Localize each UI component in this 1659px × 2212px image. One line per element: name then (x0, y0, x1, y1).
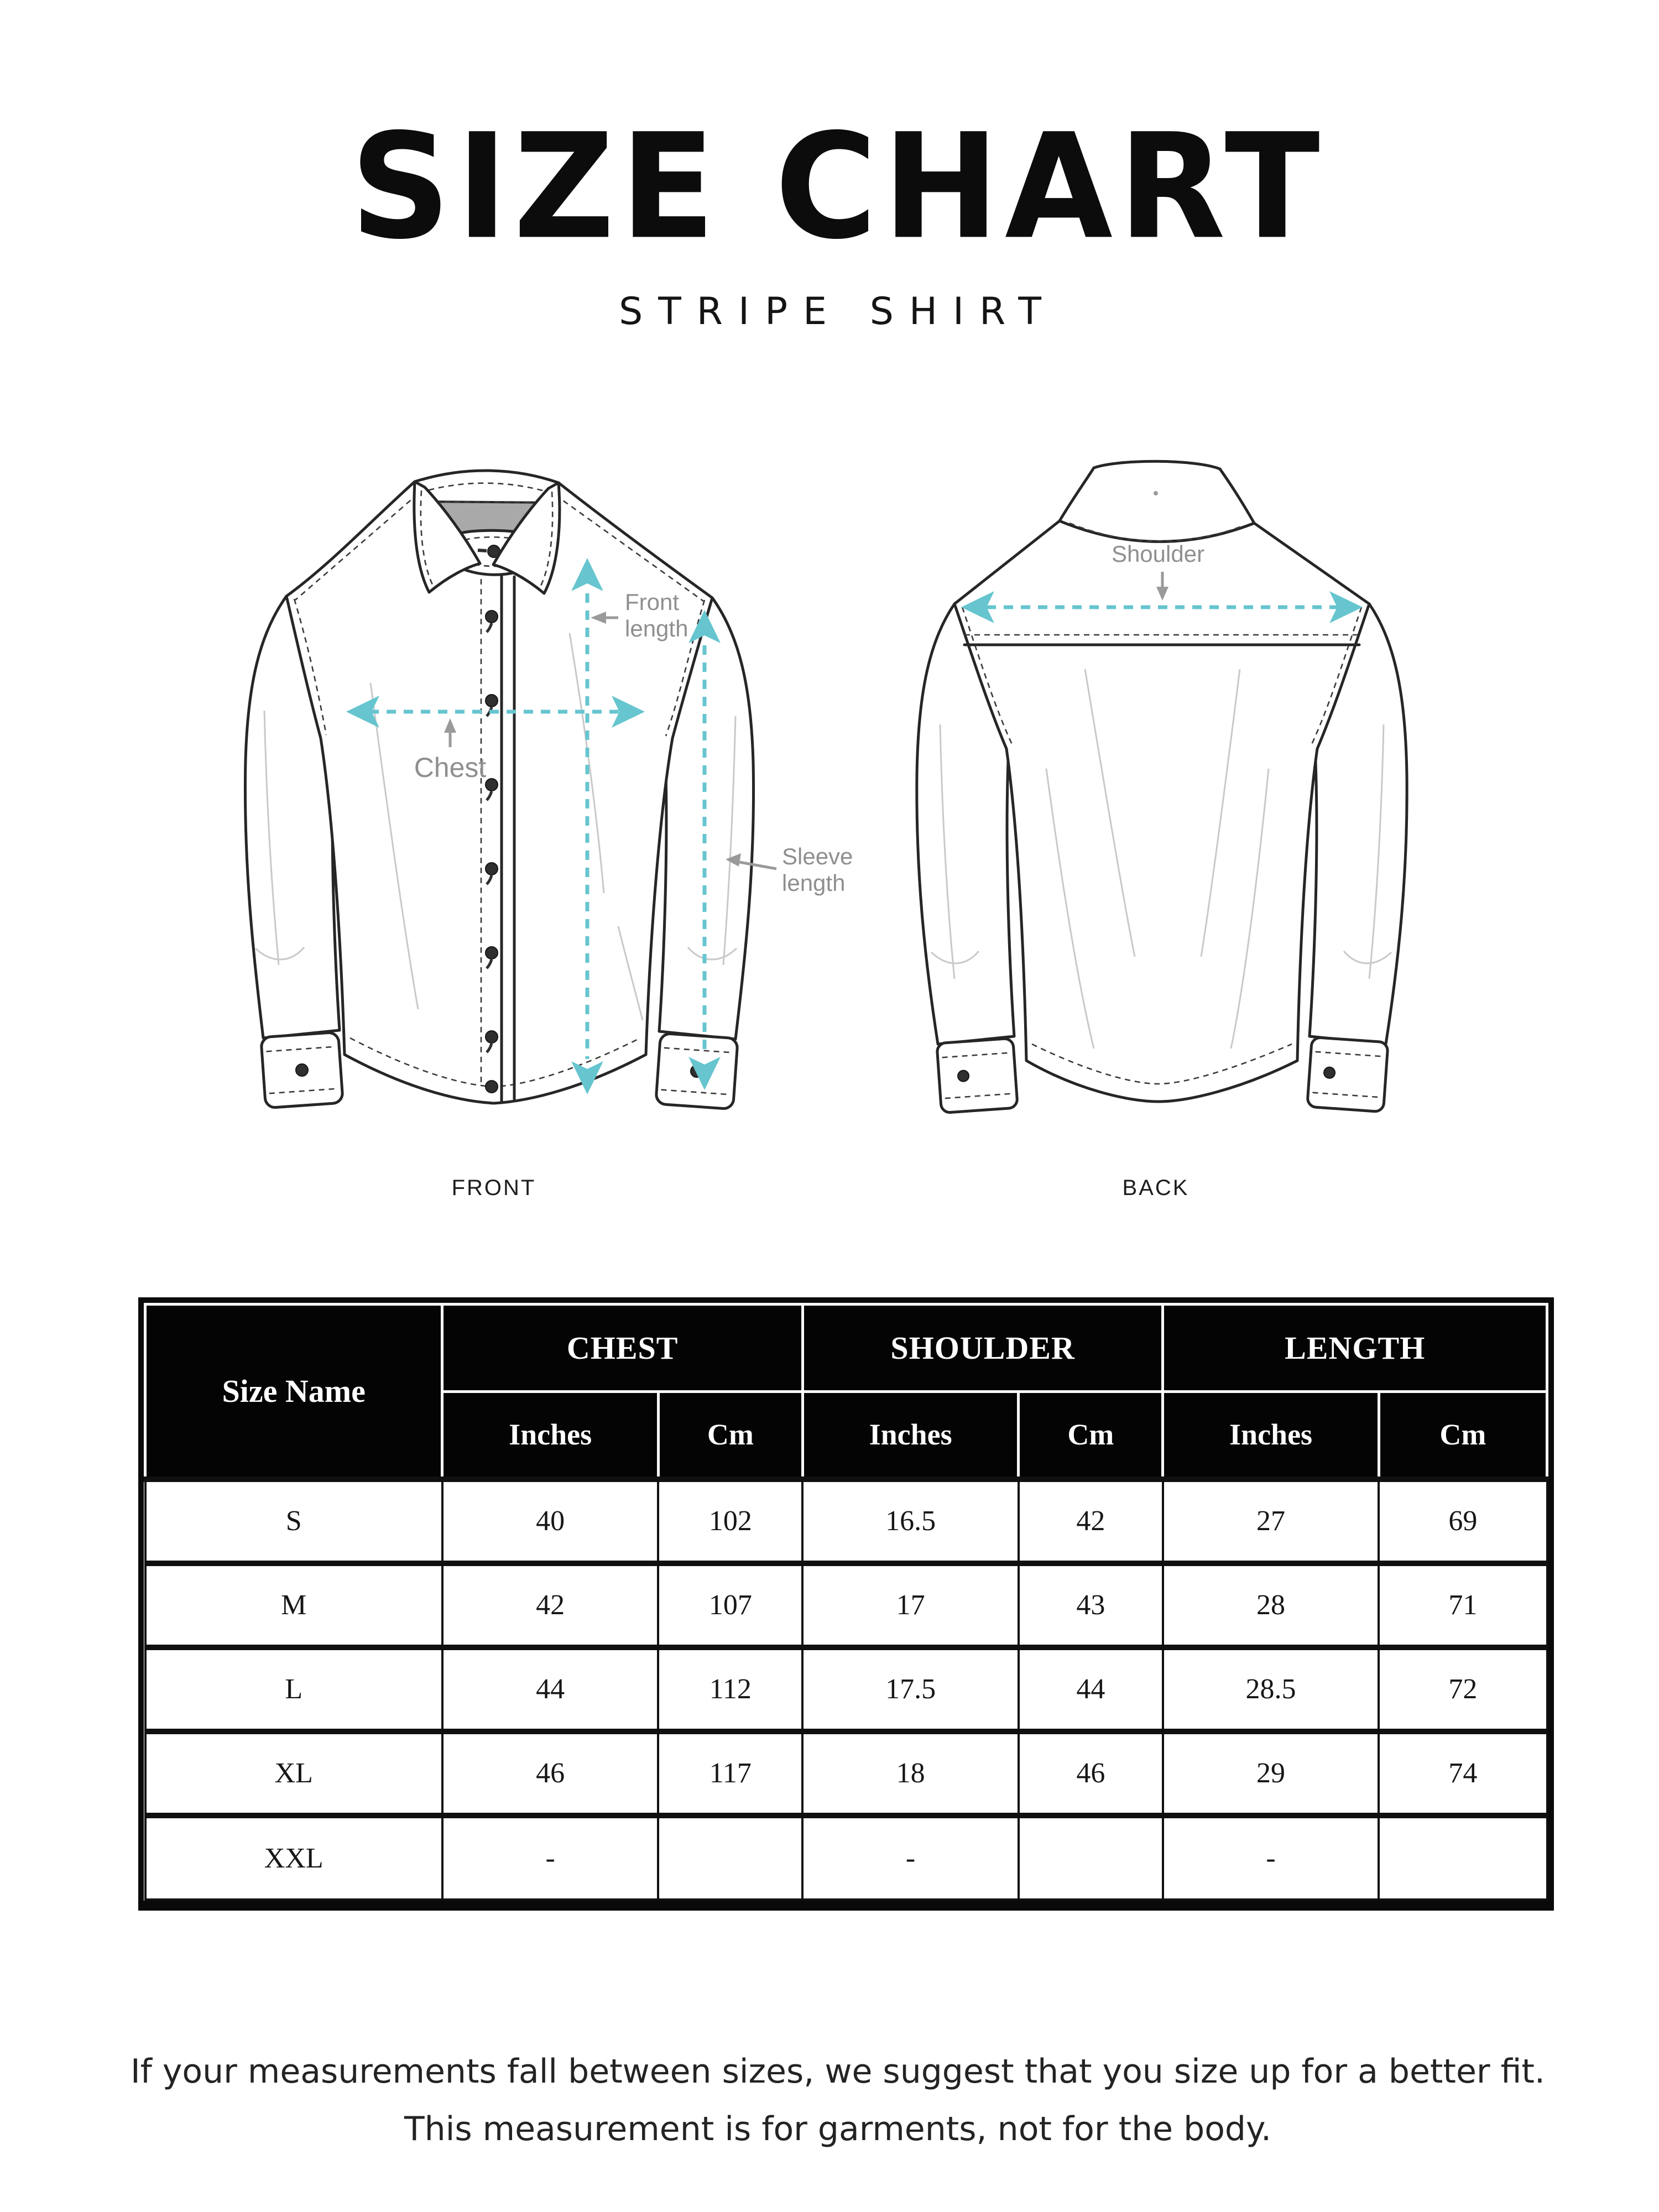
page-subtitle: STRIPE SHIRT (619, 290, 1057, 333)
size-cell: S (145, 1479, 442, 1563)
length-inches-cell: 27 (1163, 1479, 1379, 1563)
length-inches-cell: 28 (1163, 1563, 1379, 1647)
size-cell: L (145, 1647, 442, 1731)
back-shirt-diagram (908, 459, 1494, 1156)
column-header-length-inches: Inches (1163, 1392, 1379, 1479)
svg-text:Front: Front (625, 589, 680, 615)
chest-inches-cell: 40 (442, 1479, 658, 1563)
footer-note-line2: This measurement is for garments, not for the body. (404, 2110, 1272, 2148)
length-inches-cell: 28.5 (1163, 1647, 1379, 1731)
column-header-chest-cm: Cm (658, 1392, 802, 1479)
shoulder-cm-cell: 44 (1019, 1647, 1163, 1731)
footer-note (19, 2043, 1656, 2158)
length-cm-cell: 72 (1379, 1647, 1547, 1731)
chest-cm-cell (658, 1815, 802, 1900)
column-header-shoulder-cm: Cm (1019, 1392, 1163, 1479)
chest-cm-cell: 112 (658, 1647, 802, 1731)
shoulder-inches-cell: 18 (802, 1731, 1018, 1815)
table-row-l (145, 1647, 1547, 1731)
svg-text:Shoulder: Shoulder (1111, 541, 1205, 567)
front-shirt-diagram (231, 451, 895, 1164)
length-inches-cell: 29 (1163, 1731, 1379, 1815)
column-header-shoulder: SHOULDER (802, 1305, 1162, 1392)
shoulder-inches-cell: 17 (802, 1563, 1018, 1647)
footer-note-line1: If your measurements fall between sizes, we suggest that you size up for a better fit. (131, 2052, 1545, 2091)
chest-cm-cell: 117 (658, 1731, 802, 1815)
front-collar-icon (414, 471, 560, 593)
back-view-label: BACK (1122, 1176, 1190, 1200)
shoulder-cm-cell: 43 (1019, 1563, 1163, 1647)
table-row-s (145, 1479, 1547, 1563)
chest-inches-cell: 46 (442, 1731, 658, 1815)
chest-cm-cell: 102 (658, 1479, 802, 1563)
svg-text:Chest: Chest (414, 752, 487, 783)
table-row-m (145, 1563, 1547, 1647)
shoulder-inches-cell: 16.5 (802, 1479, 1018, 1563)
length-cm-cell: 74 (1379, 1731, 1547, 1815)
length-cm-cell: 69 (1379, 1479, 1547, 1563)
size-cell: XXL (145, 1815, 442, 1900)
chest-inches-cell: 44 (442, 1647, 658, 1731)
length-inches-cell: - (1163, 1815, 1379, 1900)
column-header-length-cm: Cm (1379, 1392, 1547, 1479)
page-title: SIZE CHART (350, 103, 1326, 272)
column-header-shoulder-inches: Inches (802, 1392, 1018, 1479)
column-header-chest: CHEST (442, 1305, 802, 1392)
chest-cm-cell: 107 (658, 1563, 802, 1647)
length-cm-cell (1379, 1815, 1547, 1900)
size-cell: XL (145, 1731, 442, 1815)
back-collar-icon (1060, 461, 1254, 541)
shoulder-inches-cell: - (802, 1815, 1018, 1900)
size-table-wrap (138, 1297, 1554, 1911)
length-cm-cell: 71 (1379, 1563, 1547, 1647)
chest-inches-cell: 42 (442, 1563, 658, 1647)
chest-inches-cell: - (442, 1815, 658, 1900)
shoulder-cm-cell (1019, 1815, 1163, 1900)
table-row-xxl (145, 1815, 1547, 1900)
column-header-length: LENGTH (1163, 1305, 1547, 1392)
svg-text:length: length (782, 870, 846, 896)
size-cell: M (145, 1563, 442, 1647)
svg-text:Sleeve: Sleeve (782, 843, 853, 869)
shoulder-cm-cell: 46 (1019, 1731, 1163, 1815)
column-header-size-name: Size Name (145, 1305, 442, 1479)
shoulder-inches-cell: 17.5 (802, 1647, 1018, 1731)
table-row-xl (145, 1731, 1547, 1815)
column-header-chest-inches: Inches (442, 1392, 658, 1479)
size-table (144, 1303, 1548, 1901)
svg-text:length: length (625, 615, 688, 641)
shoulder-cm-cell: 42 (1019, 1479, 1163, 1563)
front-view-label: FRONT (451, 1176, 536, 1200)
